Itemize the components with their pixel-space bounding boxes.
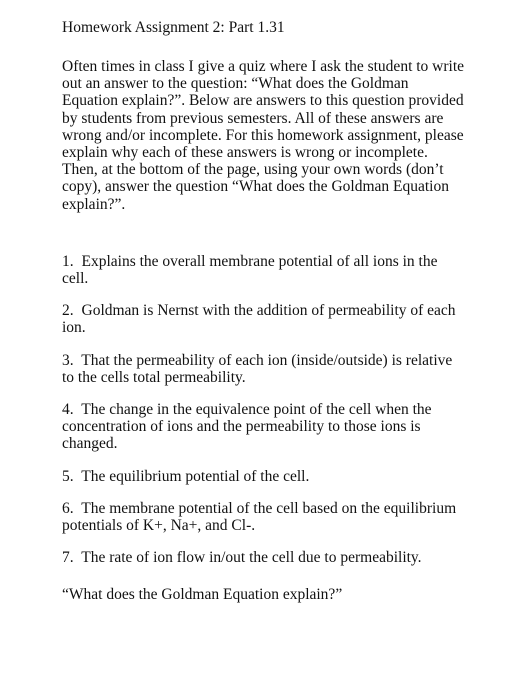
list-item xyxy=(62,549,467,566)
intro-paragraph: Often times in class I give a quiz where I ask the student to write out an answer to the question: “What does the Goldman Equation explain?”. Below are answers to this question provided by students from previous semesters. All of these answers are wrong and/or incomplete. For this homework assignment, please explain why each of these answers is wrong or incomplete. Then, at the bottom of the page, using your own words (don’t copy), answer the question “What does the Goldman Equation explain?”. xyxy=(62,58,465,213)
answer-text: The rate of ion flow in/out the cell due to permeability. xyxy=(81,549,422,567)
answer-text: Goldman is Nernst with the addition of permeability of each ion. xyxy=(62,302,456,337)
answer-number: 4. xyxy=(62,401,74,419)
list-item xyxy=(62,352,467,386)
list-item xyxy=(62,302,467,336)
page-title: Homework Assignment 2: Part 1.31 xyxy=(62,19,285,36)
answer-text: The membrane potential of the cell based on the equilibrium potentials of K+, Na+, and Cl-. xyxy=(62,499,457,535)
answer-number: 2. xyxy=(62,302,74,320)
answer-text: Explains the overall membrane potential of all ions in the cell. xyxy=(62,252,438,288)
answer-number: 1. xyxy=(62,252,74,270)
answer-text: The equilibrium potential of the cell. xyxy=(81,467,310,485)
answer-number: 5. xyxy=(62,467,74,485)
answer-number: 3. xyxy=(62,351,74,369)
closing-question: “What does the Goldman Equation explain?” xyxy=(62,586,343,604)
answer-text: That the permeability of each ion (inside/outside) is relative to the cells total permeability. xyxy=(62,351,453,386)
answer-text: The change in the equivalence point of the cell when the concentration of ions and the permeability to those ions is changed. xyxy=(62,401,432,453)
list-item xyxy=(62,253,467,287)
document-page xyxy=(62,18,467,604)
answer-list xyxy=(62,253,467,567)
list-item xyxy=(62,401,467,453)
list-item xyxy=(62,468,467,485)
answer-number: 6. xyxy=(62,499,74,517)
list-item xyxy=(62,500,467,534)
answer-number: 7. xyxy=(62,549,74,567)
